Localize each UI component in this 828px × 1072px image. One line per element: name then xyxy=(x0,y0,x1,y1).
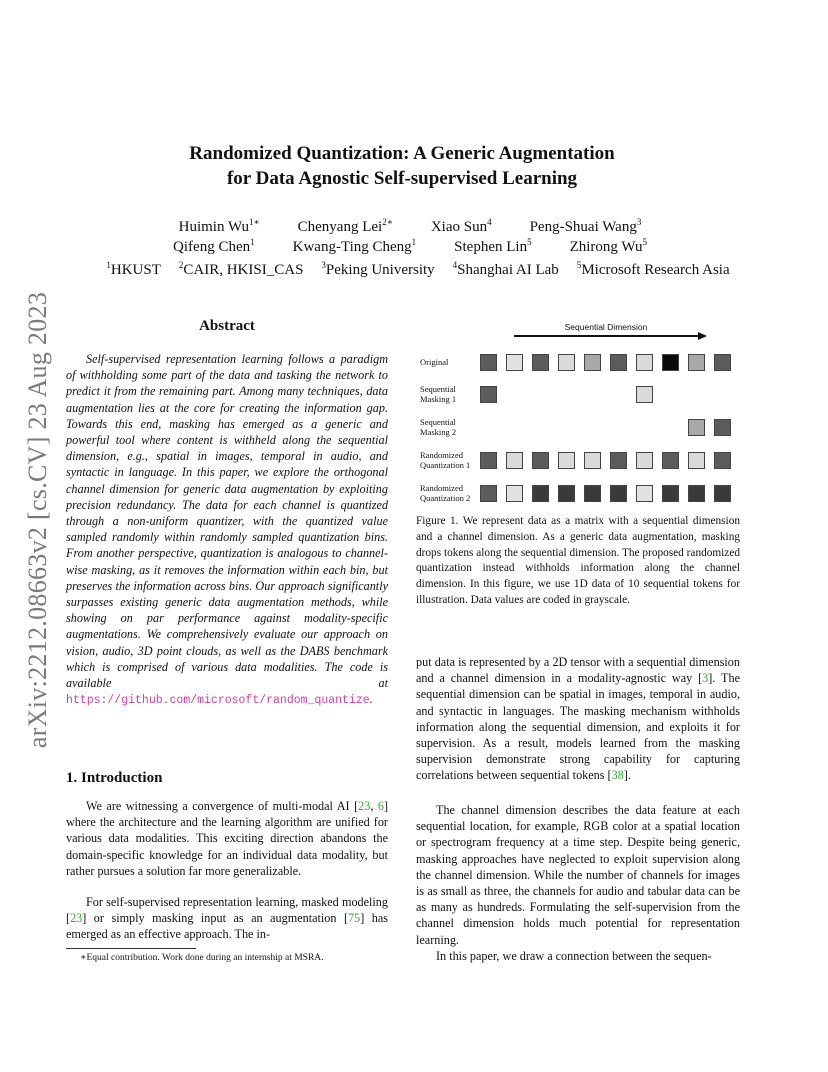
token-cell xyxy=(688,354,705,371)
figure-row-label: Randomized Quantization 1 xyxy=(420,450,471,470)
token-cell xyxy=(662,485,679,502)
token-cell xyxy=(532,452,549,469)
figure-1-diagram xyxy=(416,318,746,510)
figure-row-label: Sequential Masking 2 xyxy=(420,417,457,437)
token-cell xyxy=(688,485,705,502)
affiliation: $^1$HKUST xyxy=(106,260,161,278)
author: Qifeng Chen$^1$ xyxy=(173,237,255,255)
token-cell xyxy=(688,419,705,436)
author-row-1 xyxy=(60,217,760,237)
token-cell xyxy=(584,452,601,469)
affiliation: $^5$Microsoft Research Asia xyxy=(576,260,730,278)
citation-link[interactable]: 75 xyxy=(348,911,361,926)
figure-row-label: Original xyxy=(420,357,449,367)
token-cell xyxy=(480,485,497,502)
token-cell xyxy=(506,354,523,371)
token-cell xyxy=(610,485,627,502)
token-cell xyxy=(610,452,627,469)
right-paragraph-2: The channel dimension describes the data feature at each sequential location, for example, RGB color at a spatial location or spectrogram frequency at a time step. Despite being generic, masking approaches have neglected to exploit supervision along the channel dimension. While the number of channels for images is as small as three, the channels for audio and tabular data can be as many as hundreds. Formulating the self-supervision from the channel dimension holds much potential for representation learning. xyxy=(416,803,740,947)
token-cell xyxy=(532,485,549,502)
author: Zhirong Wu$^5$ xyxy=(569,237,647,255)
sequential-dimension-label: Sequential Dimension xyxy=(564,322,648,332)
token-cell xyxy=(714,419,731,436)
token-cell xyxy=(662,354,679,371)
title-line-2: for Data Agnostic Self-supervised Learning xyxy=(226,168,578,189)
author: Xiao Sun$^4$ xyxy=(430,217,492,235)
token-cell xyxy=(662,452,679,469)
citation-link[interactable]: 23 xyxy=(358,799,371,813)
token-cell xyxy=(714,452,731,469)
section-heading-introduction: 1. Introduction xyxy=(66,770,163,786)
citation-link[interactable]: 38 xyxy=(611,768,624,783)
author: Chenyang Lei$^{2∗}$ xyxy=(297,217,393,235)
token-cell xyxy=(584,485,601,502)
token-cell xyxy=(714,485,731,502)
figure-row-label: Sequential Masking 1 xyxy=(420,384,457,404)
author-row-2 xyxy=(60,237,760,257)
arxiv-identifier xyxy=(18,280,58,760)
author: Kwang-Ting Cheng$^1$ xyxy=(292,237,417,255)
footnote-rule xyxy=(66,948,196,949)
affiliation-list xyxy=(58,262,778,279)
token-cell xyxy=(584,354,601,371)
code-link[interactable]: https://github.com/microsoft/random_quantize xyxy=(66,694,370,708)
right-paragraph-1: put data is represented by a 2D tensor with a sequential dimension and a channel dimension in a modality-agnostic way [3]. The sequential dimension can be spatial in images, temporal in audio, and syntactic in languages. The masking mechanism withholds information along the sequential dimension, and exploits it for supervision. As a result, models learned from the masking supervision demonstrate strong capability for capturing correlations between sequential tokens [38]. xyxy=(416,655,741,783)
token-cell xyxy=(636,485,653,502)
citation-link[interactable]: 6 xyxy=(377,799,384,813)
affiliation: $^4$Shanghai AI Lab xyxy=(452,260,559,278)
token-cell xyxy=(636,452,653,469)
figure-1-caption: Figure 1. We represent data as a matrix with a sequential dimension and a channel dimension. As a generic data augmentation, masking drops tokens along the sequential dimension. The proposed randomized quantization instead withholds information along the channel dimension. In this figure, we use 1D data of 10 sequential tokens for illustration. Data values are coded in grayscale. xyxy=(416,515,740,606)
figure-row-label: Randomized Quantization 2 xyxy=(420,483,471,503)
abstract-body: Self-supervised representation learning follows a paradigm of withholding some part of the data and tasking the network to predict it from the remaining part. Among many techniques, data augmentation lies at the core for creating the information gap. Towards this end, masking has emerged as a generic and powerful tool where content is withheld along the sequential dimension, e.g., spatial in images, temporal in audio, and syntactic in language. In this paper, we explore the orthogonal channel dimension for generic data augmentation by exploiting precision redundancy. The data for each channel is quantized through a non-uniform quantizer, with the quantized value sampled randomly within randomly sampled quantization bins. From another perspective, quantization is analogous to channel-wise masking, as it removes the information within each bin, but preserves the information across bins. Our approach significantly surpasses existing generic data augmentation methods, while showing on par performance against modality-specific augmentations. We comprehensively evaluate our approach on vision, audio, 3D point clouds, as well as the DABS benchmark which is comprised of various data modalities. The code is available at https://github.com/microsoft/random_quantize. xyxy=(66,352,388,708)
author: Peng-Shuai Wang$^3$ xyxy=(529,217,642,235)
token-cell xyxy=(532,354,549,371)
token-cell xyxy=(714,354,731,371)
token-cell xyxy=(506,452,523,469)
citation-link[interactable]: 3 xyxy=(702,671,709,686)
arxiv-identifier-text: arXiv:2212.08663v2 [cs.CV] 23 Aug 2023 xyxy=(23,291,52,749)
affiliation: $^3$Peking University xyxy=(321,260,435,278)
author: Huimin $Wu^{1∗}$ xyxy=(178,217,260,235)
author-list xyxy=(60,217,760,257)
footnote: ∗Equal contribution. Work done during an internship at MSRA. xyxy=(80,953,324,963)
sequential-dimension-arrow xyxy=(514,335,700,337)
title-line-1: Randomized Quantization: A Generic Augmentation xyxy=(189,143,615,164)
token-cell xyxy=(688,452,705,469)
citation-link[interactable]: 23 xyxy=(70,911,83,926)
token-cell xyxy=(480,386,497,403)
token-cell xyxy=(610,354,627,371)
token-cell xyxy=(636,354,653,371)
abstract-text: Self-supervised representation learning follows a paradigm of withholding some part of the data and tasking the network to predict it from the remaining part. Among many techniques, data augmentation lies at the core for creating the information gap. Towards this end, masking has emerged as a generic and powerful tool where content is withheld along the sequential dimension, e.g., spatial in images, temporal in audio, and syntactic in language. In this paper, we explore the orthogonal channel dimension for generic data augmentation by exploiting precision redundancy. The data for each channel is quantized through a non-uniform quantizer, with the quantized value sampled randomly within randomly sampled quantization bins. From another perspective, quantization is analogous to channel-wise masking, as it removes the information within each bin, but preserves the information across bins. Our approach significantly surpasses existing generic data augmentation methods, while showing on par performance against modality-specific augmentations. We comprehensively evaluate our approach on vision, audio, 3D point clouds, as well as the DABS benchmark which is comprised of various data modalities. The code is available at xyxy=(66,352,388,691)
token-cell xyxy=(506,485,523,502)
abstract-heading: Abstract xyxy=(199,318,255,334)
right-paragraph-3: In this paper, we draw a connection between the sequen- xyxy=(436,949,712,963)
token-cell xyxy=(558,354,575,371)
intro-paragraph-2: For self-supervised representation learning, masked modeling [23] or simply masking input as an augmentation [75] has emerged as an effective approach. The in- xyxy=(66,895,389,942)
paper-title xyxy=(100,141,704,191)
arrow-head-icon xyxy=(698,332,707,340)
token-cell xyxy=(636,386,653,403)
token-cell xyxy=(558,452,575,469)
token-cell xyxy=(480,452,497,469)
affiliation: $^2$CAIR, HKISI_CAS xyxy=(178,260,304,278)
author: Stephen Lin$^5$ xyxy=(454,237,532,255)
intro-paragraph-1: We are witnessing a convergence of multi-modal AI [23, 6] where the architecture and the learning algorithm are unified for various data modalities. This exciting direction abandons the domain-specific knowledge for an individual data modality, but rather pursues a solution far more generalizable. xyxy=(66,799,389,878)
token-cell xyxy=(558,485,575,502)
token-cell xyxy=(480,354,497,371)
